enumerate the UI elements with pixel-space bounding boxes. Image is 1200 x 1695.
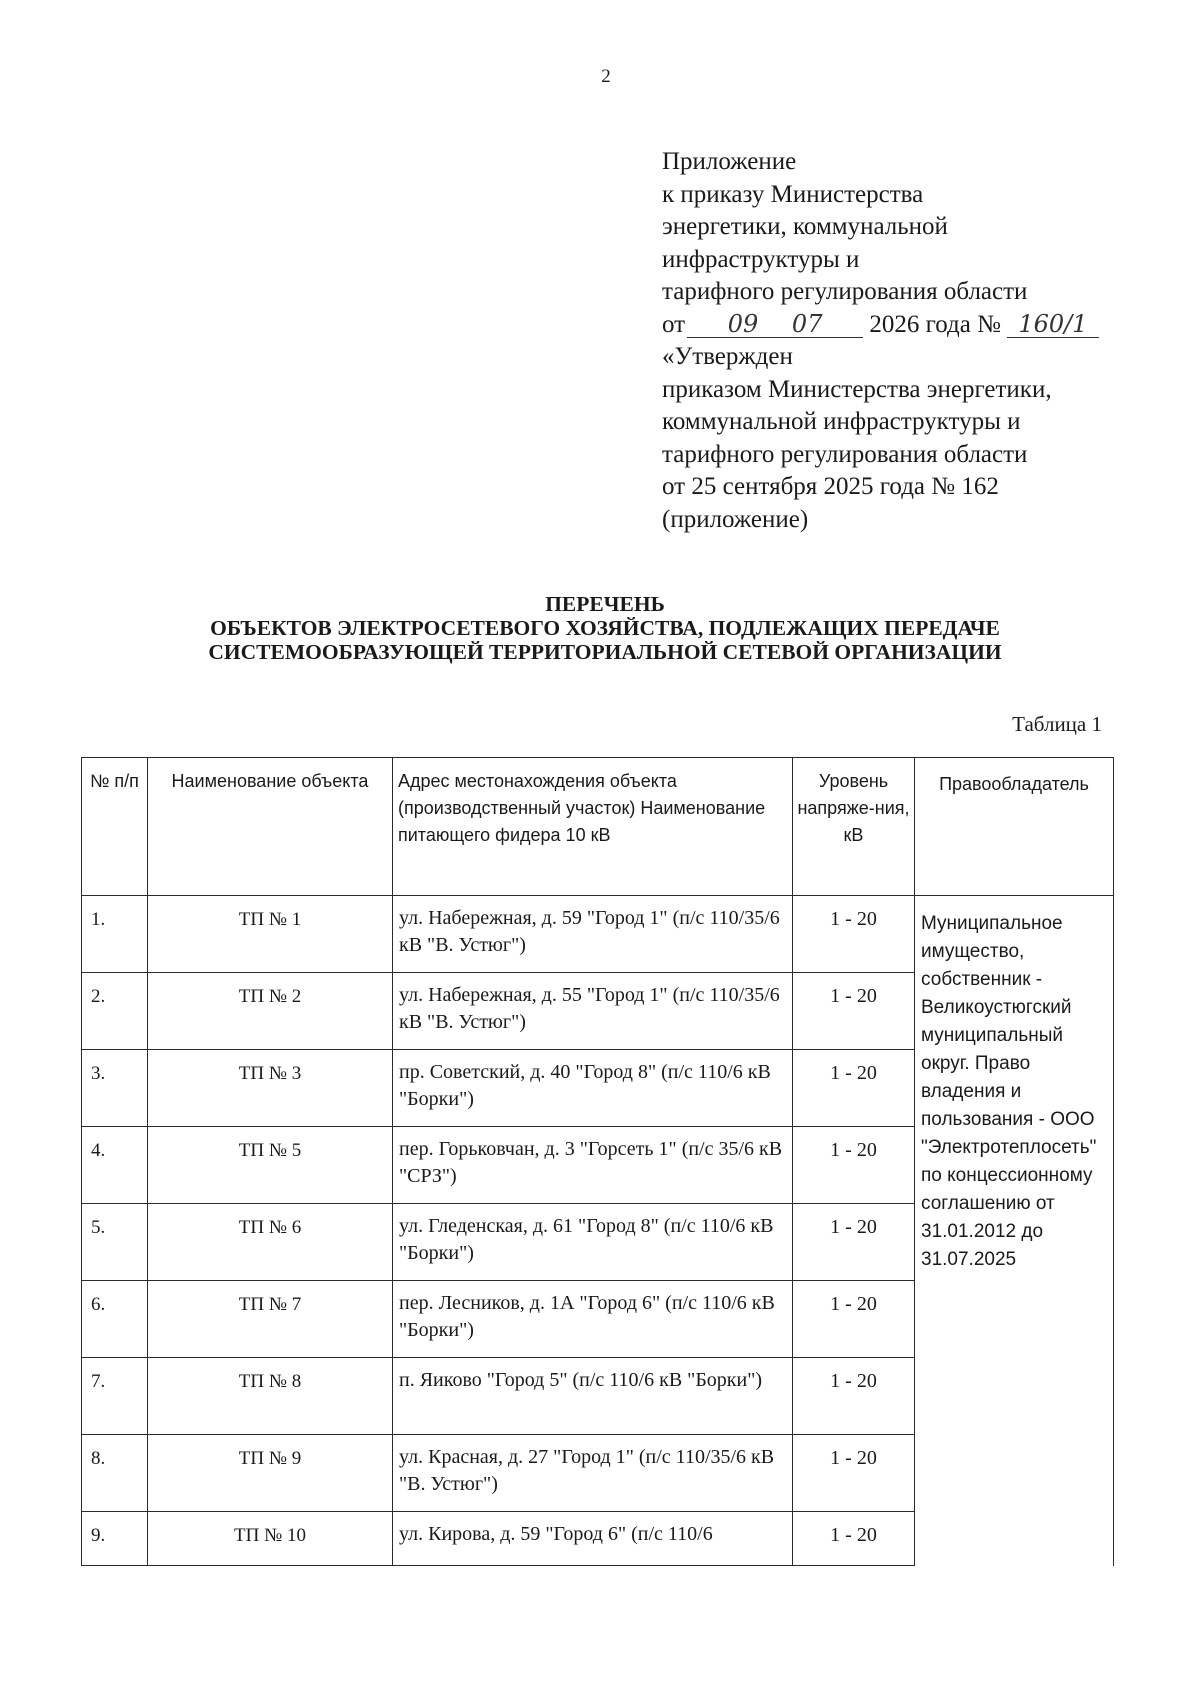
appendix-line: приказом Министерства энергетики, xyxy=(662,375,1052,403)
row-name: ТП № 1 xyxy=(148,896,393,973)
appendix-line: тарифного регулирования области xyxy=(662,440,1028,468)
row-num: 1. xyxy=(82,896,148,973)
row-name: ТП № 3 xyxy=(148,1050,393,1127)
row-voltage: 1 - 20 xyxy=(793,1050,915,1127)
row-address: ул. Набережная, д. 59 "Город 1" (п/с 110/35/6 кВ "В. Устюг") xyxy=(393,896,793,973)
row-name: ТП № 10 xyxy=(148,1512,393,1566)
row-num: 6. xyxy=(82,1281,148,1358)
row-voltage: 1 - 20 xyxy=(793,1358,915,1435)
header-owner: Правообладатель xyxy=(915,758,1114,896)
page-number: 2 xyxy=(601,66,611,87)
appendix-line: коммунальной инфраструктуры и xyxy=(662,408,1021,435)
header-address: Адрес местонахождения объекта (производственный участок) Наименование питающего фидера 10 кВ xyxy=(393,758,793,896)
row-voltage: 1 - 20 xyxy=(793,896,915,973)
handwritten-order-number: 160/1 xyxy=(1007,311,1099,338)
appendix-block xyxy=(662,146,1099,536)
row-voltage: 1 - 20 xyxy=(793,973,915,1050)
appendix-line: (приложение) xyxy=(662,505,809,533)
row-num: 8. xyxy=(82,1435,148,1512)
row-num: 7. xyxy=(82,1358,148,1435)
title-line: СИСТЕМООБРАЗУЮЩЕЙ ТЕРРИТОРИАЛЬНОЙ СЕТЕВОЙ ОРГАНИЗАЦИИ xyxy=(208,640,1002,664)
table-row xyxy=(82,896,1114,973)
row-num: 2. xyxy=(82,973,148,1050)
row-num: 3. xyxy=(82,1050,148,1127)
order-line xyxy=(662,309,1099,342)
row-voltage: 1 - 20 xyxy=(793,1512,915,1566)
row-name: ТП № 5 xyxy=(148,1127,393,1204)
row-address: пер. Лесников, д. 1А "Город 6" (п/с 110/6 кВ "Борки") xyxy=(393,1281,793,1358)
header-name: Наименование объекта xyxy=(148,758,393,896)
document-title xyxy=(0,592,1200,664)
row-num: 4. xyxy=(82,1127,148,1204)
header-num: № п/п xyxy=(82,758,148,896)
title-line: ПЕРЕЧЕНЬ xyxy=(545,592,665,616)
title-line: ОБЪЕКТОВ ЭЛЕКТРОСЕТЕВОГО ХОЗЯЙСТВА, ПОДЛЕЖАЩИХ ПЕРЕДАЧЕ xyxy=(210,616,1000,640)
row-num: 9. xyxy=(82,1512,148,1566)
row-address: ул. Красная, д. 27 "Город 1" (п/с 110/35/6 кВ "В. Устюг") xyxy=(393,1435,793,1512)
handwritten-date: 09 07 xyxy=(687,311,863,338)
appendix-line: к приказу Министерства xyxy=(662,180,924,208)
row-voltage: 1 - 20 xyxy=(793,1127,915,1204)
objects-table xyxy=(81,757,1114,1566)
row-name: ТП № 8 xyxy=(148,1358,393,1435)
row-voltage: 1 - 20 xyxy=(793,1204,915,1281)
row-voltage: 1 - 20 xyxy=(793,1281,915,1358)
table-header-row xyxy=(82,758,1114,896)
row-name: ТП № 7 xyxy=(148,1281,393,1358)
row-name: ТП № 9 xyxy=(148,1435,393,1512)
header-voltage: Уровень напряже-ния, кВ xyxy=(793,758,915,896)
row-address: пр. Советский, д. 40 "Город 8" (п/с 110/6 кВ "Борки") xyxy=(393,1050,793,1127)
owner-cell: Муниципальное имущество, собственник - Великоустюгский муниципальный округ. Право владения и пользования - ООО "Электротеплосеть" по концессионному соглашению от 31.01.2012 до 31.07.2025 xyxy=(915,896,1114,1566)
row-voltage: 1 - 20 xyxy=(793,1435,915,1512)
appendix-line: инфраструктуры и xyxy=(662,245,860,273)
row-name: ТП № 2 xyxy=(148,973,393,1050)
appendix-line: энергетики, коммунальной xyxy=(662,213,948,240)
row-address: п. Яиково "Город 5" (п/с 110/6 кВ "Борки") xyxy=(393,1358,793,1435)
order-year: 2026 года № xyxy=(869,310,1001,338)
order-prefix: от xyxy=(662,310,686,338)
appendix-line: Приложение xyxy=(662,148,797,175)
appendix-line: «Утвержден xyxy=(662,343,793,370)
row-address: ул. Кирова, д. 59 "Город 6" (п/с 110/6 xyxy=(393,1512,793,1566)
row-address: ул. Набережная, д. 55 "Город 1" (п/с 110/35/6 кВ "В. Устюг") xyxy=(393,973,793,1050)
row-num: 5. xyxy=(82,1204,148,1281)
row-name: ТП № 6 xyxy=(148,1204,393,1281)
row-address: ул. Гледенская, д. 61 "Город 8" (п/с 110/6 кВ "Борки") xyxy=(393,1204,793,1281)
appendix-line: от 25 сентября 2025 года № 162 xyxy=(662,473,999,500)
row-address: пер. Горьковчан, д. 3 "Горсеть 1" (п/с 35/6 кВ "СРЗ") xyxy=(393,1127,793,1204)
table-label: Таблица 1 xyxy=(1012,712,1102,736)
appendix-line: тарифного регулирования области xyxy=(662,278,1028,305)
